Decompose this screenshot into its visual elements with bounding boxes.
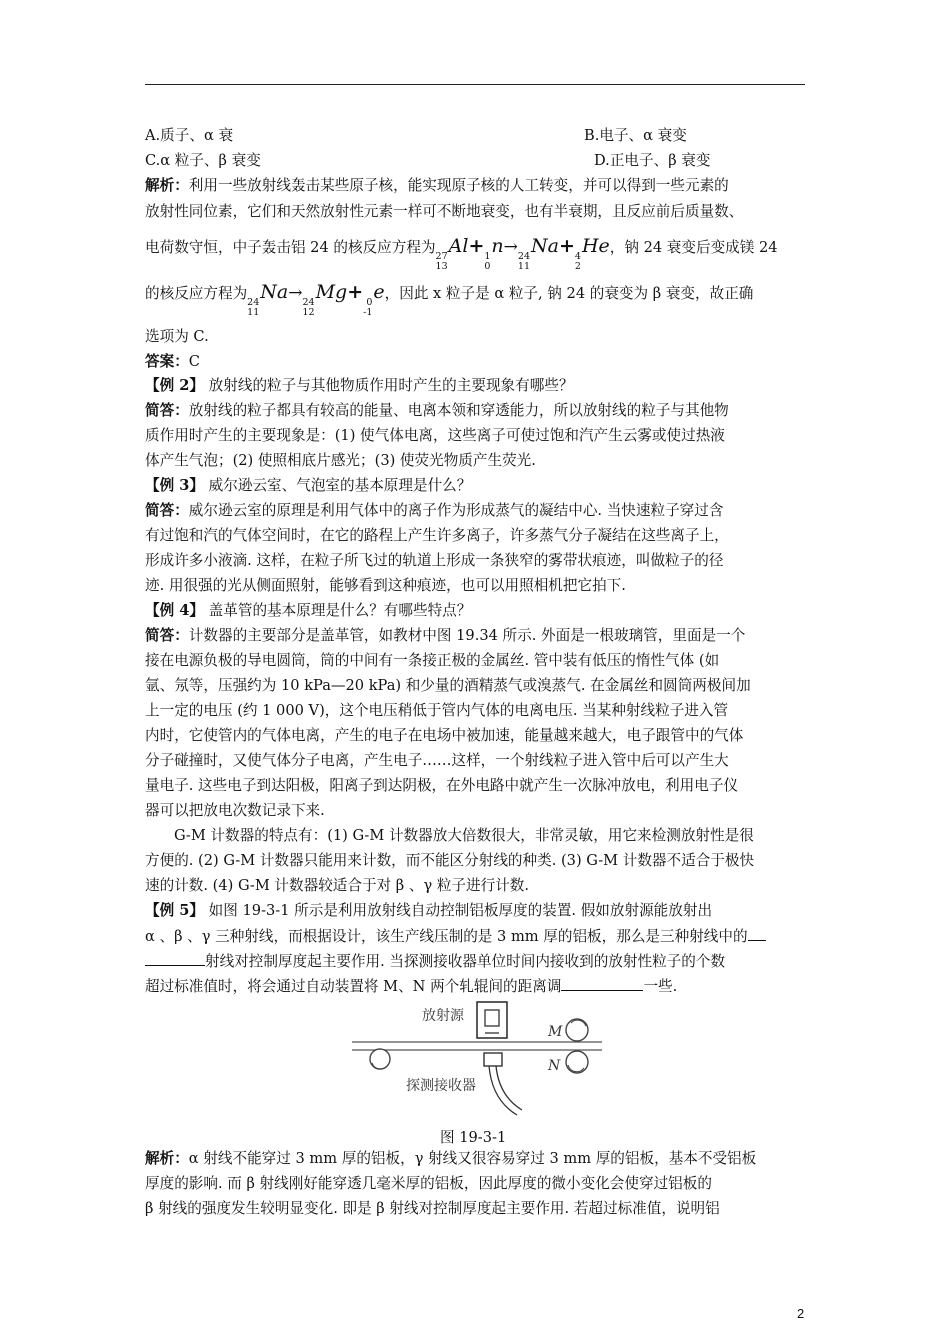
nuclide-scripts <box>575 252 581 272</box>
answer-text: 计数器的主要部分是盖革管，如教材中图 19.34 所示. 外面是一根玻璃管，里面是一个 <box>188 627 746 644</box>
question-text: 一些. <box>643 978 678 995</box>
question-text: 如图 19-3-1 所示是利用放射线自动控制铝板厚度的装置. 假如放射源能放射出 <box>204 902 713 919</box>
example-4-para2-line-1: G-M 计数器的特点有：(1) G-M 计数器放大倍数很大，非常灵敏，用它来检测放射性是很 <box>174 827 754 844</box>
example-4-answer-line-5: 内时，它使管内的气体电离，产生的电子在电场中被加速，能量越来越大，电子跟管中的气体 <box>145 727 744 744</box>
analysis-2-line-1 <box>145 1149 756 1169</box>
option-c: C.α 粒子、β 衰变 <box>145 152 261 169</box>
example-3-answer-line-3: 形成许多小液滴. 这样，在粒子所飞过的轨道上形成一条狭窄的雾带状痕迹，叫做粒子的径 <box>145 552 724 569</box>
example-2-answer-line-1 <box>145 401 729 421</box>
example-5-line-3 <box>145 951 725 972</box>
analysis-line-1 <box>145 176 729 196</box>
answer <box>145 352 200 372</box>
atomic-number: 12 <box>302 307 315 318</box>
question-text: 威尔逊云室、气泡室的基本原理是什么？ <box>204 477 472 494</box>
nuclear-equation-2: 24 11 Na→ 24 12 Mg+ 0 -1 e <box>247 281 385 318</box>
example-2-question <box>145 376 574 396</box>
example-4-para2-line-2: 方便的. (2) G-M 计数器只能用来计数，而不能区分射线的种类. (3) G-M 计数器不适合于极快 <box>145 852 755 869</box>
nuclear-equation-1: 27 13 Al+ 1 0 n→ 24 11 Na+ 4 2 He <box>435 235 610 272</box>
analysis-text: ，因此 x 粒子是 α 粒子, 钠 24 的衰变为 β 衰变，故正确 <box>384 285 754 302</box>
radiation-source-core <box>485 1010 499 1026</box>
example-4-answer-line-4: 上一定的电压 (约 1 000 V)，这个电压稍低于管内气体的电离电压. 当某种射线粒子进入管 <box>145 702 729 719</box>
answer-value: C <box>188 353 200 370</box>
analysis-text: 电荷数守恒，中子轰击铝 24 的核反应方程为 <box>145 239 436 256</box>
mass-number: 24 <box>517 251 531 262</box>
example-4-answer-line-6: 分子碰撞时，又使气体分子电离，产生电子……这样，一个射线粒子进入管中后可以产生大 <box>145 752 729 769</box>
example-4-answer-line-8: 器可以把放电次数记录下来. <box>145 802 325 819</box>
example-3-question <box>145 476 471 496</box>
example-3-answer-line-2: 有过饱和汽的气体空间时，在它的路程上产生许多离子，许多蒸气分子凝结在这些离子上， <box>145 527 729 544</box>
example-tag: 【例 5】 <box>145 902 205 919</box>
mass-number: 4 <box>574 251 581 262</box>
brief-answer-label: 简答： <box>145 402 189 419</box>
atomic-number: -1 <box>363 307 373 318</box>
n-label: N <box>548 1058 561 1074</box>
example-tag: 【例 2】 <box>145 377 205 394</box>
example-4-answer-line-2: 接在电源负极的导电圆筒，筒的中间有一条接正极的金属丝. 管中装有低压的惰性气体 (如 <box>145 652 720 669</box>
figure-caption: 图 19-3-1 <box>440 1129 507 1146</box>
analysis-text: ，钠 24 衰变后变成镁 24 <box>609 239 778 256</box>
m-label: M <box>548 1024 563 1040</box>
example-4-answer-line-1 <box>145 626 745 646</box>
atomic-number: 2 <box>574 261 581 272</box>
answer-text: 放射线的粒子都具有较高的能量、电离本领和穿透能力，所以放射线的粒子与其他物 <box>188 402 729 419</box>
option-b: B.电子、α 衰变 <box>584 127 687 144</box>
symbol: Na <box>260 281 289 303</box>
analysis-label: 解析： <box>145 177 189 194</box>
atomic-number: 13 <box>435 261 448 272</box>
mass-number: 1 <box>484 251 491 262</box>
question-text: 盖革管的基本原理是什么？有哪些特点？ <box>204 602 472 619</box>
example-5-line-4 <box>145 976 677 997</box>
nuclide-scripts <box>484 252 490 272</box>
header-rule <box>145 84 805 85</box>
mass-number: 24 <box>302 297 315 308</box>
atomic-number: 0 <box>484 261 491 272</box>
thickness-control-figure <box>352 1000 602 1120</box>
nuclide-scripts <box>363 298 372 318</box>
answer-text: 威尔逊云室的原理是利用气体中的离子作为形成蒸气的凝结中心. 当快速粒子穿过含 <box>188 502 724 519</box>
example-2-answer-line-2: 质作用时产生的主要现象是：(1) 使气体电离，这些离子可使过饱和汽产生云雾或使过热液 <box>145 427 725 444</box>
symbol: Mg <box>315 281 348 303</box>
roller-m <box>566 1019 588 1041</box>
question-text: 射线对控制厚度起主要作用. 当探测接收器单位时间内接收到的放射性粒子的个数 <box>205 953 726 970</box>
symbol: Na <box>531 235 559 257</box>
analysis-text: 利用一些放射线轰击某些原子核，能实现原子核的人工转变，并可以得到一些元素的 <box>188 177 729 194</box>
detector-receiver <box>484 1053 502 1066</box>
analysis-line-4 <box>145 282 753 318</box>
question-text: α 、β 、γ 三种射线，而根据设计，该生产线压制的是 3 mm 厚的铝板，那么是三种射线中的 <box>145 928 748 945</box>
option-a: A.质子、α 衰 <box>145 127 234 144</box>
atomic-number: 11 <box>517 261 531 272</box>
analysis-text: α 射线不能穿过 3 mm 厚的铝板，γ 射线又很容易穿过 3 mm 厚的铝板，基本不受铝板 <box>188 1150 757 1167</box>
example-2-answer-line-3: 体产生气泡；(2) 使照相底片感光；(3) 使荧光物质产生荧光. <box>145 452 536 469</box>
answer-blank-2[interactable] <box>561 976 643 991</box>
example-3-answer-line-4: 迹. 用很强的光从侧面照射，能够看到这种痕迹，也可以用照相机把它拍下. <box>145 577 626 594</box>
analysis-line-5: 选项为 C. <box>145 328 209 345</box>
source-label: 放射源 <box>422 1008 464 1024</box>
nuclide-scripts <box>247 298 259 318</box>
answer-blank-1a[interactable] <box>748 926 766 941</box>
answer-blank-1b[interactable] <box>145 951 205 966</box>
detector-cable <box>496 1066 522 1110</box>
page-number: 2 <box>797 1306 805 1321</box>
example-4-question <box>145 601 471 621</box>
example-tag: 【例 4】 <box>145 602 205 619</box>
brief-answer-label: 简答： <box>145 627 189 644</box>
example-4-answer-line-3: 氩、氖等，压强约为 10 kPa—20 kPa) 和少量的酒精蒸气或溴蒸气. 在金属丝和圆筒两极间加 <box>145 677 751 694</box>
nuclide-scripts <box>518 252 530 272</box>
nuclide-scripts <box>302 298 314 318</box>
example-tag: 【例 3】 <box>145 477 205 494</box>
mass-number: 27 <box>435 251 448 262</box>
analysis-label: 解析： <box>145 1150 189 1167</box>
receiver-label: 探测接收器 <box>406 1078 476 1094</box>
example-4-para2-line-3: 速的计数. (4) G-M 计数器较适合于对 β 、γ 粒子进行计数. <box>145 877 530 894</box>
analysis-line-3 <box>145 236 778 272</box>
roller-n <box>566 1051 588 1073</box>
atomic-number: 11 <box>247 307 260 318</box>
analysis-2-line-3: β 射线的强度发生较明显变化. 即是 β 射线对控制厚度起主要作用. 若超过标准值，说明铝 <box>145 1200 720 1217</box>
example-5-line-1 <box>145 901 712 921</box>
symbol: e <box>373 281 385 303</box>
question-text: 放射线的粒子与其他物质作用时产生的主要现象有哪些？ <box>204 377 574 394</box>
example-3-answer-line-1 <box>145 501 723 521</box>
symbol: Al <box>448 235 469 257</box>
symbol: n <box>491 235 504 257</box>
analysis-text: 的核反应方程为 <box>145 285 248 302</box>
symbol: He <box>581 235 610 257</box>
option-d: D.正电子、β 衰变 <box>594 152 711 169</box>
example-4-answer-line-7: 量电子. 这些电子到达阳极，阳离子到达阴极，在外电路中就产生一次脉冲放电，利用电子仪 <box>145 777 739 794</box>
analysis-2-line-2: 厚度的影响. 而 β 射线刚好能穿透几毫米厚的铝板，因此厚度的微小变化会使穿过铝板的 <box>145 1175 712 1192</box>
analysis-line-2: 放射性同位素，它们和天然放射性元素一样可不断地衰变，也有半衰期，且反应前后质量数、 <box>145 203 744 220</box>
mass-number: 0 <box>366 297 373 308</box>
example-5-line-2 <box>145 926 766 947</box>
answer-label: 答案： <box>145 353 189 370</box>
question-text: 超过标准值时，将会通过自动装置将 M、N 两个轧辊间的距离调 <box>145 978 562 995</box>
brief-answer-label: 简答： <box>145 502 189 519</box>
mass-number: 24 <box>247 297 260 308</box>
nuclide-scripts <box>436 252 448 272</box>
